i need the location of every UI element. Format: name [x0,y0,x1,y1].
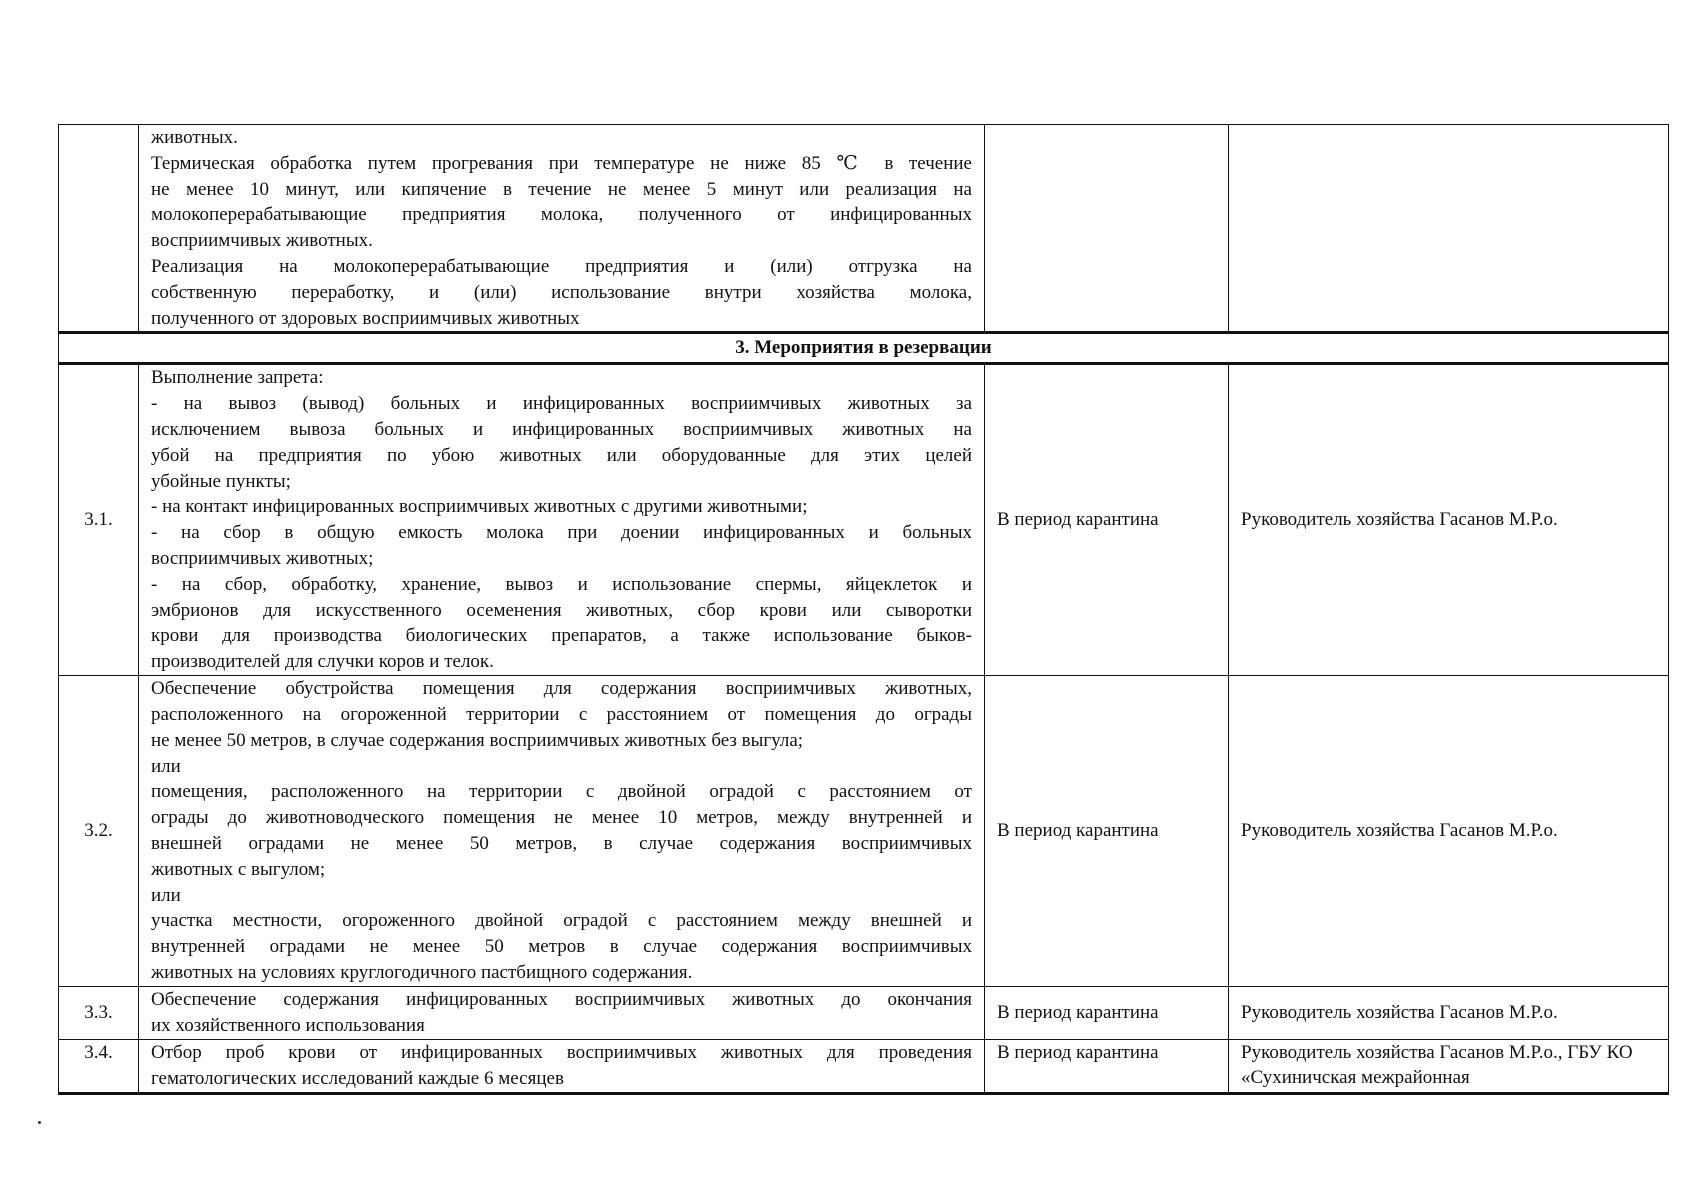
document-page [58,124,1668,1095]
text-line: - на вывоз (вывод) больных и инфицированных восприимчивых животных за [151,393,972,415]
text-line: или [151,755,181,777]
text-line: внешней оградами не менее 50 метров, в случае содержания восприимчивых [151,832,972,854]
text-line: крови для производства биологических препаратов, а также использование быков- [151,625,972,647]
text-line: внутренней оградами не менее 50 метров в случае содержания восприимчивых [151,936,972,958]
term-cell: В период карантина [985,364,1229,676]
text-line: животных. [151,127,238,148]
measure-text-cell [139,986,985,1039]
table-row [59,675,1669,986]
text-line: Выполнение запрета: [151,367,324,389]
text-line: убой на предприятия по убою животных или оборудованные для этих целей [151,444,972,466]
table-row [59,125,1669,333]
row-number: 3.2. [59,675,139,986]
text-line: животных на условиях круглогодичного пастбищного содержания. [151,961,693,983]
text-line: не менее 50 метров, в случае содержания восприимчивых животных без выгула; [151,729,804,751]
text-line: - на сбор в общую емкость молока при доении инфицированных и больных [151,522,972,544]
term-cell [985,125,1229,333]
scan-speck [38,1121,41,1124]
measure-text-cell [139,1039,985,1093]
table-row [59,364,1669,676]
table-row [59,986,1669,1039]
text-line: Термическая обработка путем прогревания при температуре не ниже 85 ℃ в течение [151,152,972,174]
text-line: расположенного на огороженной территории с расстоянием от помещения до ограды [151,703,972,725]
text-line: производителей для случки коров и телок. [151,651,494,673]
text-line: или [151,884,181,906]
text-line: животных с выгулом; [151,858,326,880]
row-number: 3.3. [59,986,139,1039]
text-line: помещения, расположенного на территории с двойной оградой с расстоянием от [151,781,972,803]
text-line: восприимчивых животных; [151,547,374,569]
section-header-row [59,333,1669,364]
text-line: - на контакт инфицированных восприимчивых животных с другими животными; [151,496,808,518]
table-row [59,1039,1669,1093]
responsible-cell [1229,125,1669,333]
measures-table [58,124,1669,1095]
measure-text-cell [139,125,985,333]
text-line: не менее 10 минут, или кипячение в течение не менее 5 минут или реализация на [151,178,972,200]
term-cell: В период карантина [985,675,1229,986]
text-line: собственную переработку, и (или) использование внутри хозяйства молока, [151,281,972,303]
term-cell: В период карантина [985,1039,1229,1093]
text-line: Отбор проб крови от инфицированных восприимчивых животных для проведения [151,1041,972,1063]
text-line: эмбрионов для искусственного осеменения животных, сбор крови или сыворотки [151,599,972,621]
responsible-line: ГБУ КО «Сухиничская межрайонная [1241,1041,1633,1089]
text-line: убойные пункты; [151,470,291,492]
responsible-cell: Руководитель хозяйства Гасанов М.Р.о. [1229,986,1669,1039]
text-line: - на сбор, обработку, хранение, вывоз и использование спермы, яйцеклеток и [151,573,972,595]
text-line: ограды до животноводческого помещения не менее 10 метров, между внутренней и [151,807,972,829]
text-line: Обеспечение обустройства помещения для содержания восприимчивых животных, [151,678,972,700]
text-line: их хозяйственного использования [151,1014,425,1036]
measure-text-cell [139,675,985,986]
responsible-cell: Руководитель хозяйства Гасанов М.Р.о. [1229,364,1669,676]
text-line: исключением вывоза больных и инфицированных восприимчивых животных на [151,418,972,440]
text-line: полученного от здоровых восприимчивых животных [151,307,580,329]
responsible-line: Руководитель хозяйства Гасанов М.Р.о., [1241,1041,1563,1063]
text-line: Реализация на молокоперерабатывающие предприятия и (или) отгрузка на [151,255,972,277]
text-line: участка местности, огороженного двойной оградой с расстоянием между внешней и [151,910,972,932]
row-number: 3.1. [59,364,139,676]
text-line: молокоперерабатывающие предприятия молока, полученного от инфицированных [151,204,972,226]
text-line: гематологических исследований каждые 6 месяцев [151,1067,564,1089]
responsible-cell: Руководитель хозяйства Гасанов М.Р.о. [1229,675,1669,986]
term-cell: В период карантина [985,986,1229,1039]
row-number: 3.4. [84,1041,113,1063]
section-title: 3. Мероприятия в резервации [59,333,1669,364]
text-line: восприимчивых животных. [151,230,373,252]
text-line: Обеспечение содержания инфицированных восприимчивых животных до окончания [151,988,972,1010]
row-number-cell [59,1039,139,1093]
row-number-cell [59,125,139,333]
responsible-cell [1229,1039,1669,1093]
measure-text-cell [139,364,985,676]
